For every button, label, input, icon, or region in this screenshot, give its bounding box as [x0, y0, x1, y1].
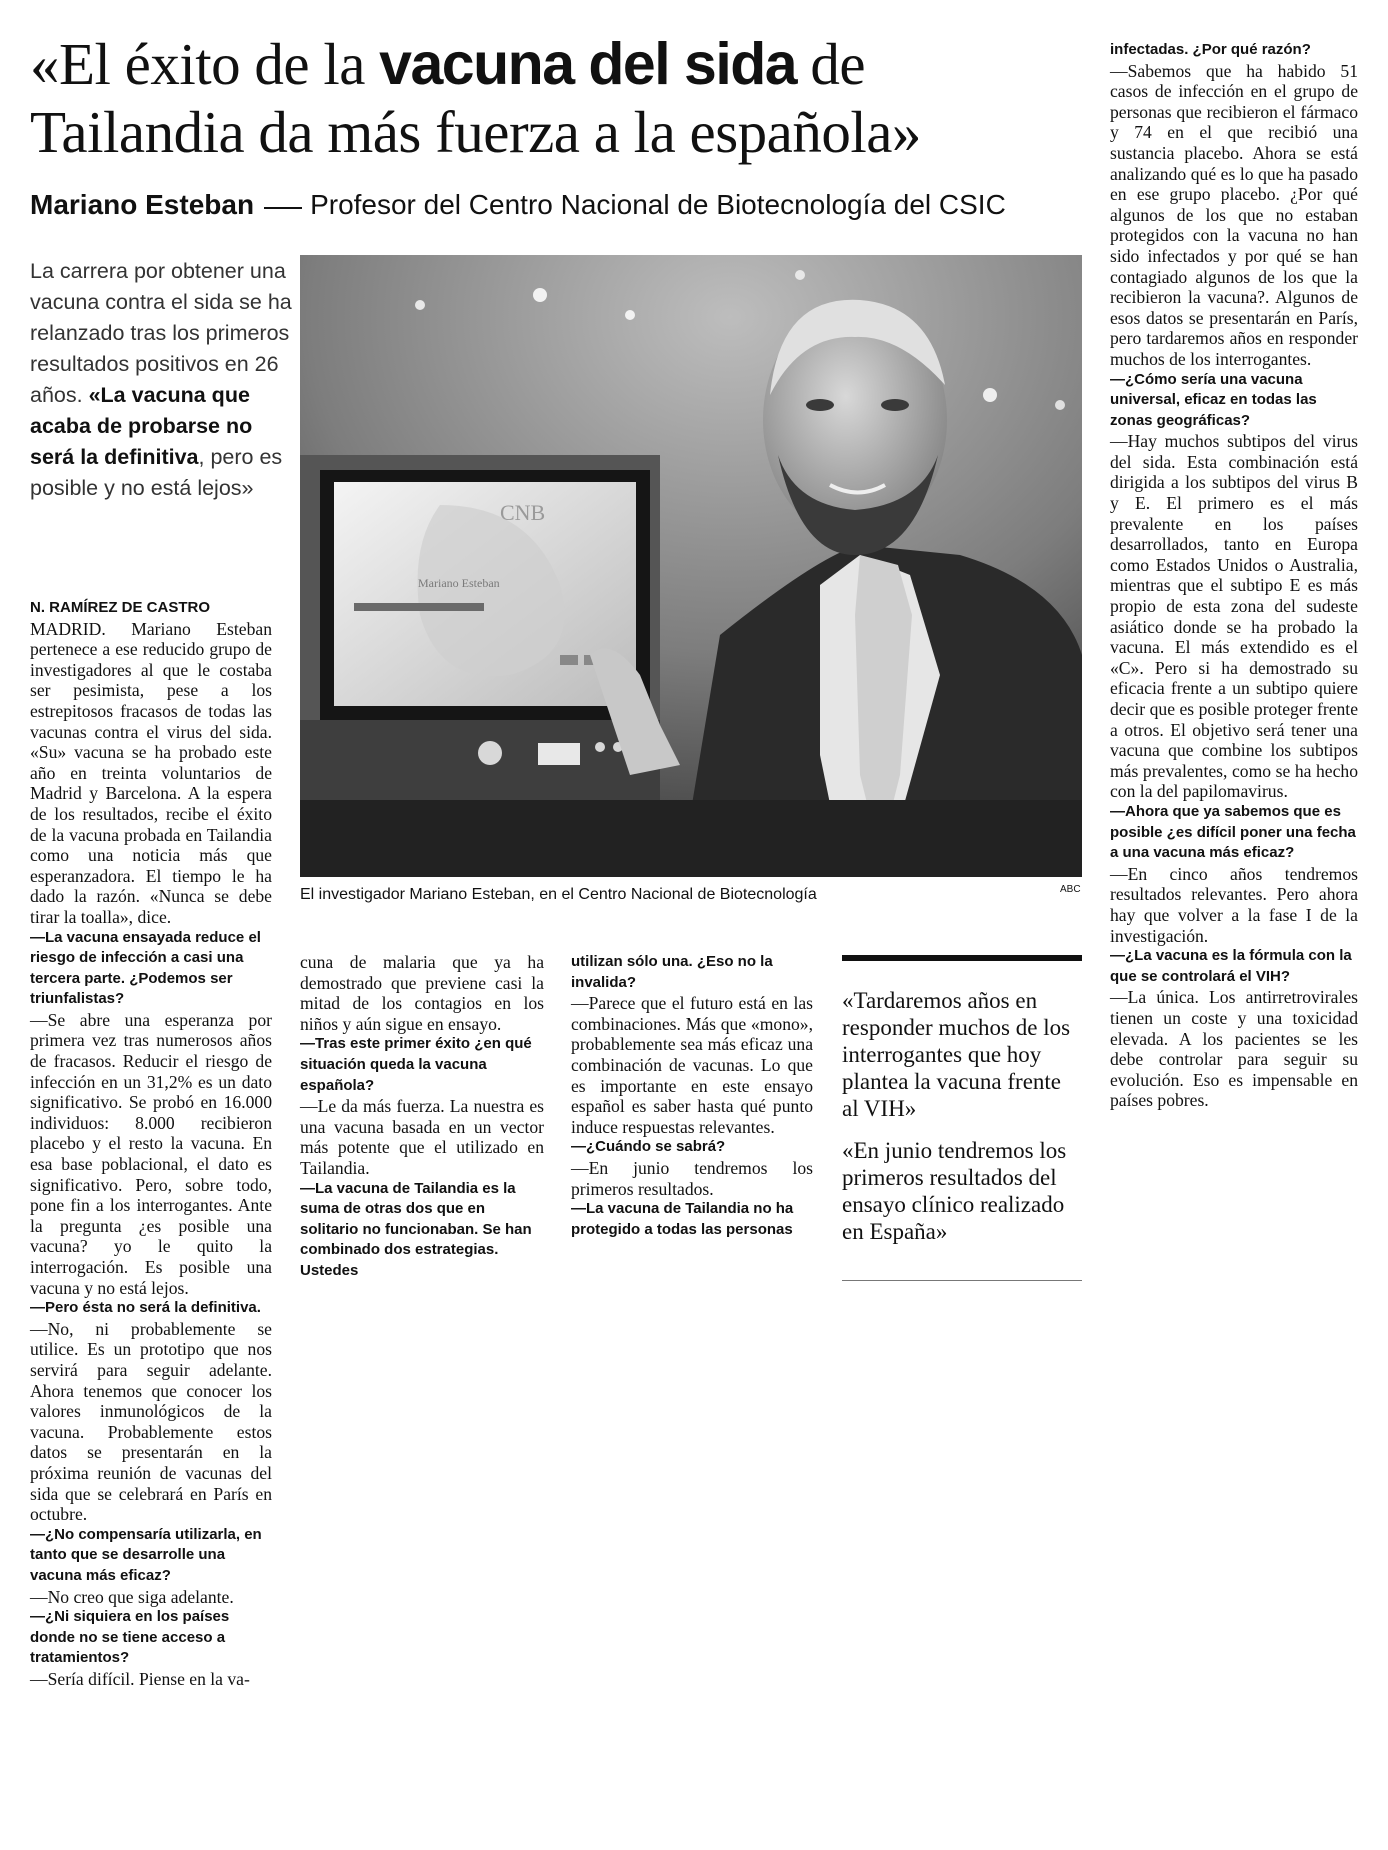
lead-plain: La carrera por obtener una vacuna contra el sida se ha relanzado tras los primeros resultados positivos en 26 años. [30, 259, 292, 407]
pullquotes [842, 987, 1082, 1260]
body-paragraph: cuna de malaria que ya ha demostrado que previene casi la mitad de los contagios en los niños y aún sigue en ensayo. [300, 952, 544, 1034]
body-paragraph: —Hay muchos subtipos del virus del sida. Esta combinación está dirigida a los subtipos del virus B y E. El primero es el más prevalente en los países desarrollados, tanto en Europa como Estados Unidos o Australia, mientras que el subtipo E es más propio de esta zona del sudeste asiático donde se ha probado la vacuna. El más extendido es el «C». Pero si ha demostrado su eficacia frente a un subtipo quiere decir que es posible proteger frente a otros. El objetivo será tener una vacuna que combine los subtipos más prevalentes, como se ha hecho con la del papilomavirus. [1110, 431, 1358, 802]
lead-bold: «La vacuna que acaba de probarse no será la definitiva [30, 383, 253, 469]
interview-question: —Tras este primer éxito ¿en qué situación queda la vacuna española? [300, 1035, 532, 1094]
headline [30, 30, 1090, 166]
interview-question: —¿Cuándo se sabrá? [571, 1138, 726, 1156]
interview-question: —Pero ésta no será la definitiva. [30, 1299, 261, 1317]
byline-name: Mariano Esteban [30, 189, 255, 220]
interview-question: —¿Ni siquiera en los países donde no se tiene acceso a tratamientos? [30, 1608, 230, 1667]
lead-end: , pero es posible y no está lejos» [30, 445, 283, 500]
byline [30, 188, 1090, 223]
headline-part-2: de Tailandia da más fuerza a la española» [30, 31, 921, 165]
article-column-2 [300, 952, 544, 1282]
body-paragraph: —Le da más fuerza. La nuestra es una vacuna basada en un vector más potente que el utilizado en Tailandia. [300, 1096, 544, 1178]
body-paragraph: —Parece que el futuro está en las combinaciones. Más que «mono», probablemente sea más eficaz una combinación de vacunas. Lo que es importante en este ensayo español es saber hasta qué punto induce respuestas relevantes. [571, 993, 813, 1137]
column-2-body [300, 952, 544, 1282]
photo-illustration [300, 255, 1082, 877]
pullquote: «En junio tendremos los primeros resultados del ensayo clínico realizado en España» [842, 1138, 1067, 1244]
interview-question: —Ahora que ya sabemos que es posible ¿es difícil poner una fecha a una vacuna más eficaz? [1110, 802, 1356, 862]
byline-role: Profesor del Centro Nacional de Biotecnología del CSIC [310, 189, 1006, 220]
body-paragraph: —La única. Los antirretrovirales tienen un coste y una toxicidad elevada. A los pacientes se les debe controlar para seguir su evolución. Eso es impensable en países pobres. [1110, 987, 1358, 1111]
body-paragraph: —En cinco años tendremos resultados relevantes. Pero ahora hay que volver a la fase I de la investigación. [1110, 863, 1358, 946]
article-column-1 [30, 598, 272, 1689]
article-column-3 [571, 952, 813, 1240]
column-1-body [30, 619, 272, 1690]
pullquote-rule [842, 955, 1082, 961]
article-author: N. RAMÍREZ DE CASTRO [30, 599, 210, 616]
interview-question: infectadas. ¿Por qué razón? [1110, 41, 1311, 58]
body-paragraph: MADRID. Mariano Esteban pertenece a ese reducido grupo de investigadores al que le costaba ser pesimista, pese a los estrepitosos fracasos de todas las vacunas contra el virus del sida. «Su» vacuna se ha probado este año en treinta voluntarios de Madrid y Barcelona. A la espera de los resultados, recibe el éxito de la vacuna probada en Tailandia como una noticia más que esperanzadora. El tiempo le ha dado la razón. «Nunca se debe tirar la toalla», dice. [30, 618, 272, 927]
body-paragraph: —Sería difícil. Piense en la va- [30, 1668, 250, 1689]
byline-rule [264, 207, 302, 209]
screen-name: Mariano Esteban [418, 576, 500, 590]
headline-bold: vacuna del sida [379, 31, 797, 97]
pullquote-divider [842, 1280, 1082, 1281]
screen-logo: CNB [500, 500, 546, 525]
column-4-body [1110, 40, 1358, 1111]
pullquote: «Tardaremos años en responder muchos de los interrogantes que hoy plantea la vacuna frente al VIH» [842, 988, 1071, 1121]
headline-part-1: «El éxito de la [30, 31, 380, 97]
interview-question: —¿No compensaría utilizarla, en tanto que se desarrolle una vacuna más eficaz? [30, 1525, 262, 1584]
column-3-body [571, 952, 813, 1240]
photo-credit: ABC [1060, 884, 1081, 895]
interview-question: —¿La vacuna es la fórmula con la que se controlará el VIH? [1110, 947, 1352, 985]
interview-question: —La vacuna de Tailandia es la suma de otras dos que en solitario no funcionaban. Se han combinado dos estrategias. Ustedes [300, 1179, 532, 1279]
article-photo [300, 255, 1082, 877]
interview-question: —La vacuna ensayada reduce el riesgo de infección a casi una tercera parte. ¿Podemos ser triunfalistas? [30, 928, 261, 1008]
body-paragraph: —No, ni probablemente se utilice. Es un prototipo que nos servirá para seguir adelante. Ahora tenemos que conocer los valores inmunológicos de la vacuna. Probablemente estos datos se presentarán en la próxima reunión de vacunas del sida que se celebrará en París en octubre. [30, 1318, 272, 1525]
body-paragraph: —Sabemos que ha habido 51 casos de infección en el grupo de personas que recibieron el fármaco y 74 en el que recibió una sustancia placebo. Ahora se está analizando qué es lo que ha pasado en ese grupo placebo. ¿Por qué algunos de los que no estaban protegidos con la vacuna no han sido infectados y por qué se han contagiado algunos de los que la recibieron la vacuna?. Algunos de esos datos se presentarán en París, pero tardaremos años en responder muchos de los interrogantes. [1110, 60, 1358, 369]
interview-question: —¿Cómo sería una vacuna universal, eficaz en todas las zonas geográficas? [1110, 370, 1317, 429]
article-column-4 [1110, 40, 1358, 1111]
body-paragraph: —En junio tendremos los primeros resultados. [571, 1157, 813, 1199]
photo-caption: El investigador Mariano Esteban, en el Centro Nacional de Biotecnología [300, 886, 817, 903]
body-paragraph: —No creo que siga adelante. [30, 1586, 234, 1607]
lead-paragraph [30, 256, 292, 504]
interview-question: utilizan sólo una. ¿Eso no la invalida? [571, 953, 773, 991]
body-paragraph: —Se abre una esperanza por primera vez tras numerosos años de fracasos. Reducir el riesgo de infección en un 31,2% es un dato significativo. Se probó en 16.000 individuos: 8.000 recibieron placebo y el resto la vacuna. En esa base poblacional, el dato es significativo. Pero, sobre todo, pone fin a los interrogantes. Ante la pregunta ¿es posible una vacuna? yo le quito la interrogación. Es posible una vacuna y no está lejos. [30, 1009, 272, 1298]
interview-question: —La vacuna de Tailandia no ha protegido a todas las personas [571, 1200, 794, 1238]
